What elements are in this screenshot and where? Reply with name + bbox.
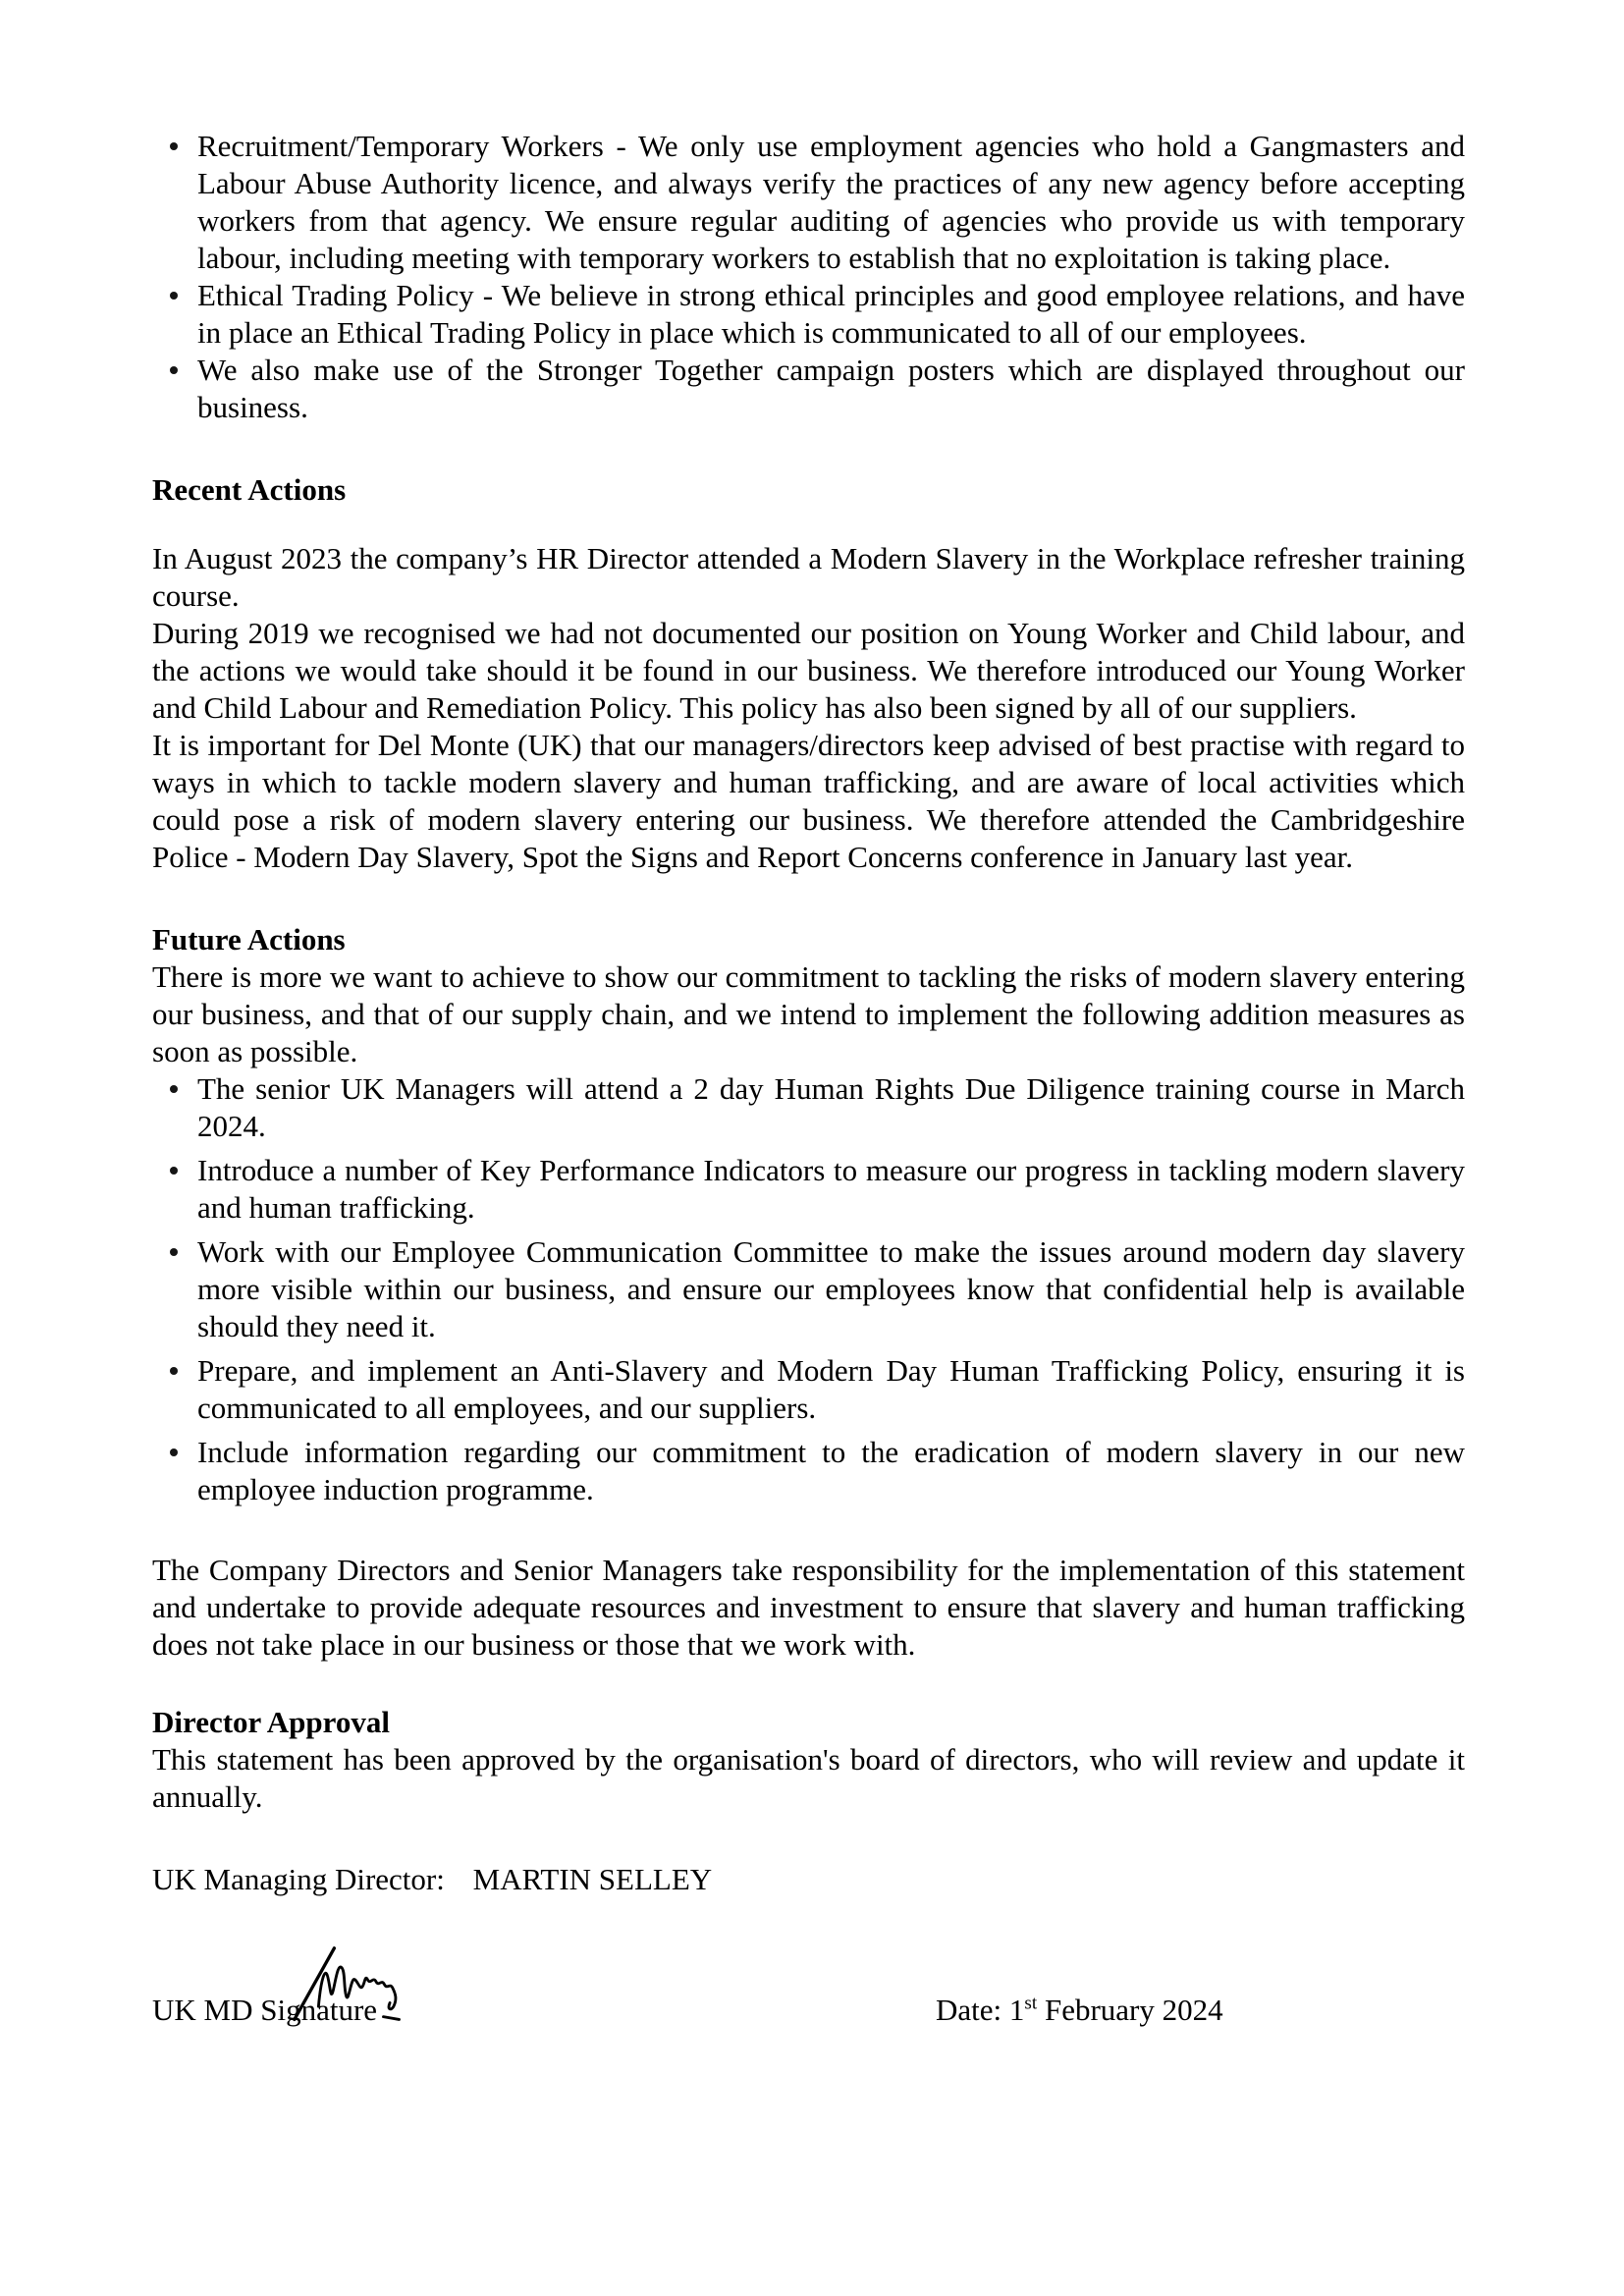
bullet-icon xyxy=(170,1367,178,1375)
signatory-name: MARTIN SELLEY xyxy=(472,1862,713,1896)
paragraph: There is more we want to achieve to show our commitment to tackling the risks of modern slavery entering our business, and that of our supply chain, and we intend to implement the following addition measures as soon as possible. xyxy=(152,959,1465,1068)
paragraph: In August 2023 the company’s HR Director attended a Modern Slavery in the Workplace refresher training course. xyxy=(152,541,1465,613)
bullet-text: Work with our Employee Communication Committee to make the issues around modern day slavery more visible within our business, and ensure our employees know that confidential help is available should they need it. xyxy=(197,1234,1465,1343)
signature-row xyxy=(152,1992,1465,2050)
bullet-text: Recruitment/Temporary Workers - We only use employment agencies who hold a Gangmasters and Labour Abuse Authority licence, and always verify the practices of any new agency before accepting workers from that agency. We ensure regular auditing of agencies who provide us with temporary labour, including meeting with temporary workers to establish that no exploitation is taking place. xyxy=(197,129,1465,275)
list-item xyxy=(152,1152,1465,1227)
signature-image xyxy=(292,1941,407,2031)
bullet-icon xyxy=(170,292,178,300)
signature-label: UK MD Signature xyxy=(152,1993,378,2027)
bullet-icon xyxy=(170,1167,178,1175)
future-bullet-list xyxy=(152,1070,1465,1508)
bullet-icon xyxy=(170,1248,178,1256)
date-line xyxy=(936,1992,1223,2029)
bullet-text: Ethical Trading Policy - We believe in strong ethical principles and good employee relations, and have in place an Ethical Trading Policy in place which is communicated to all of our employees. xyxy=(197,278,1465,350)
date-prefix: Date: 1 xyxy=(936,1993,1025,2027)
date-rest: February 2024 xyxy=(1037,1993,1223,2027)
bullet-icon xyxy=(170,1449,178,1456)
date-ordinal-suffix: st xyxy=(1024,1993,1038,2014)
policy-bullet-list xyxy=(152,128,1465,426)
bullet-text: Include information regarding our commitment to the eradication of modern slavery in our new employee induction programme. xyxy=(197,1435,1465,1506)
list-item xyxy=(152,1070,1465,1145)
director-approval-heading: Director Approval xyxy=(152,1705,390,1739)
bullet-text: Prepare, and implement an Anti-Slavery and Modern Day Human Trafficking Policy, ensuring it is communicated to all employees, and our suppliers. xyxy=(197,1353,1465,1425)
bullet-text: Introduce a number of Key Performance Indicators to measure our progress in tackling modern slavery and human trafficking. xyxy=(197,1153,1465,1225)
bullet-icon xyxy=(170,1085,178,1093)
paragraph: During 2019 we recognised we had not documented our position on Young Worker and Child labour, and the actions we would take should it be found in our business. We therefore introduced our Young Worker and Child Labour and Remediation Policy. This policy has also been signed by all of our suppliers. xyxy=(152,616,1465,725)
recent-actions-heading: Recent Actions xyxy=(152,472,347,507)
director-approval-paragraph: This statement has been approved by the organisation's board of directors, who will review and update it annually. xyxy=(152,1742,1465,1814)
list-item xyxy=(152,277,1465,352)
paragraph: It is important for Del Monte (UK) that our managers/directors keep advised of best practise with regard to ways in which to tackle modern slavery and human trafficking, and are aware of local activities which could pose a risk of modern slavery entering our business. We therefore attended the Cambridgeshire Police - Modern Day Slavery, Spot the Signs and Report Concerns conference in January last year. xyxy=(152,728,1465,874)
bullet-text: We also make use of the Stronger Together campaign posters which are displayed throughout our business. xyxy=(197,353,1465,424)
bullet-icon xyxy=(170,366,178,374)
list-item xyxy=(152,128,1465,277)
list-item xyxy=(152,1352,1465,1427)
list-item xyxy=(152,1434,1465,1508)
list-item xyxy=(152,352,1465,426)
list-item xyxy=(152,1233,1465,1345)
responsibility-paragraph: The Company Directors and Senior Managers take responsibility for the implementation of this statement and undertake to provide adequate resources and investment to ensure that slavery and human trafficking does not take place in our business or those that we work with. xyxy=(152,1553,1465,1662)
future-actions-heading: Future Actions xyxy=(152,922,346,957)
signatory-line xyxy=(152,1861,1465,1898)
bullet-text: The senior UK Managers will attend a 2 day Human Rights Due Diligence training course in March 2024. xyxy=(197,1071,1465,1143)
bullet-icon xyxy=(170,142,178,150)
signatory-label: UK Managing Director: xyxy=(152,1862,445,1896)
